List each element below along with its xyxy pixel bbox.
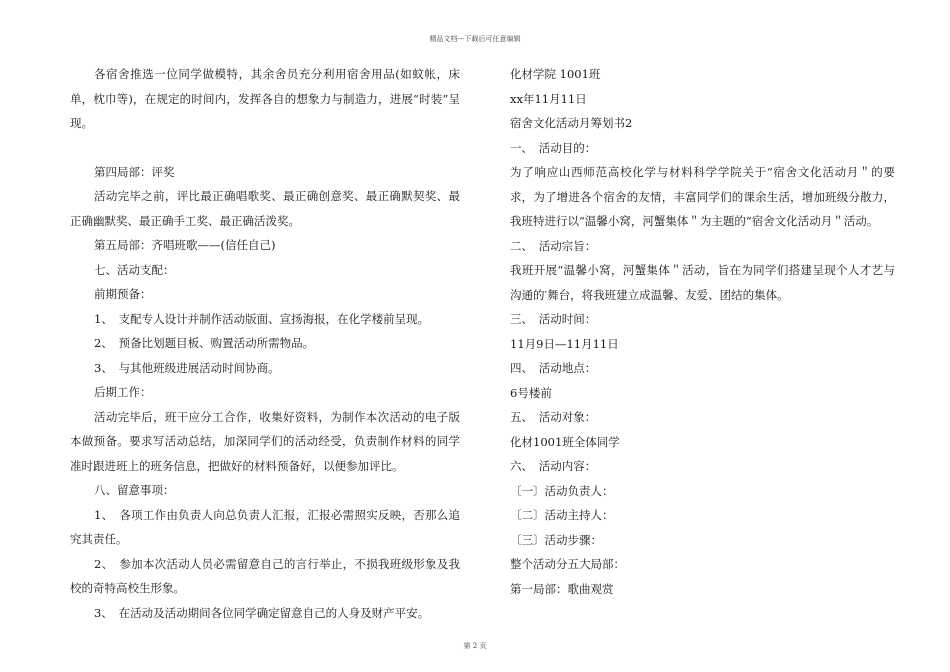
right-paragraph: 〔一〕活动负责人： [510, 483, 614, 498]
right-paragraph: 宿舍文化活动月筹划书2 [510, 116, 633, 130]
left-paragraph: 活动完毕之前，评比最正确唱歌奖、最正确创意奖、最正确默契奖、最正确幽默奖、最正确手工奖、最正确活泼奖。 [70, 189, 460, 228]
page-header: 精品文档---下载后可任意编辑 [429, 35, 521, 43]
page-number: 第 2 页 [463, 642, 487, 650]
left-paragraph: 1、 各项工作由负责人向总负责人汇报，汇报必需照实反映，否那么追究其责任。 [70, 507, 460, 546]
right-paragraph: 为了响应山西师范高校化学与材料科学学院关于“宿舍文化活动月＂的要求，为了增进各个宿舍的友情，丰富同学们的课余生活，增加班级分散力，我班特进行以“温馨小窝，河蟹集体＂为主题的“宿舍文化活动月＂活动。 [510, 165, 895, 228]
right-paragraph: 一、 活动目的： [510, 140, 597, 155]
right-paragraph: 化材学院 1001班 [510, 67, 601, 81]
right-column [510, 62, 895, 601]
left-paragraph: 第四局部：评奖 [94, 164, 175, 179]
left-paragraph: 后期工作： [94, 385, 152, 399]
right-paragraph: 化材1001班全体同学 [510, 434, 620, 449]
right-paragraph: xx年11月11日 [510, 91, 587, 106]
right-paragraph: 五、 活动对象： [510, 410, 597, 424]
right-paragraph: 三、 活动时间： [510, 312, 597, 326]
left-paragraph: 第五局部：齐唱班歌——(信任自己) [94, 238, 276, 252]
left-paragraph: 活动完毕后，班干应分工合作，收集好资料，为制作本次活动的电子版本做预备。要求写活动总结，加深同学们的活动经受，负责制作材料的同学准时跟进班上的班务信息，把做好的材料预备好，以便参加评比。 [70, 409, 460, 473]
left-paragraph: 2、 参加本次活动人员必需留意自己的言行举止，不损我班级形象及我校的奇特高校生形象。 [70, 556, 460, 595]
right-paragraph: 6号楼前 [510, 385, 552, 400]
right-paragraph: 〔二〕活动主持人： [510, 508, 614, 522]
right-paragraph: 四、 活动地点： [510, 361, 597, 375]
right-paragraph: 第一局部：歌曲观赏 [510, 581, 614, 596]
right-paragraph: 11月9日—11月11日 [510, 336, 619, 351]
left-paragraph: 1、 支配专人设计并制作活动版面、宣扬海报，在化学楼前呈现。 [94, 311, 430, 326]
left-paragraph: 八、留意事项： [94, 483, 175, 497]
left-paragraph: 2、 预备比划题目板、购置活动所需物品。 [94, 336, 315, 350]
left-column [70, 62, 460, 625]
right-paragraph: 二、 活动宗旨： [510, 238, 597, 253]
left-paragraph [70, 136, 460, 160]
left-paragraph: 3、 在活动及活动期间各位同学确定留意自己的人身及财产平安。 [94, 605, 430, 620]
left-paragraph: 前期预备： [94, 287, 152, 301]
left-paragraph: 七、活动支配： [94, 262, 175, 277]
left-paragraph: 3、 与其他班级进展活动时间协商。 [94, 360, 280, 375]
right-paragraph: 整个活动分五大局部： [510, 557, 625, 571]
right-paragraph: 我班开展“温馨小窝，河蟹集体＂活动，旨在为同学们搭建呈现个人才艺与沟通的′舞台，将我班建立成温馨、友爱、团结的集体。 [510, 263, 895, 302]
right-paragraph: 〔三〕活动步骤： [510, 532, 602, 547]
right-paragraph: 六、 活动内容： [510, 459, 597, 473]
left-paragraph: 各宿舍推选一位同学做模特，其余舍员充分利用宿舍用品(如蚊帐，床单，枕巾等)，在规定的时间内，发挥各自的想象力与制造力，进展“时装”呈现。 [70, 67, 460, 130]
